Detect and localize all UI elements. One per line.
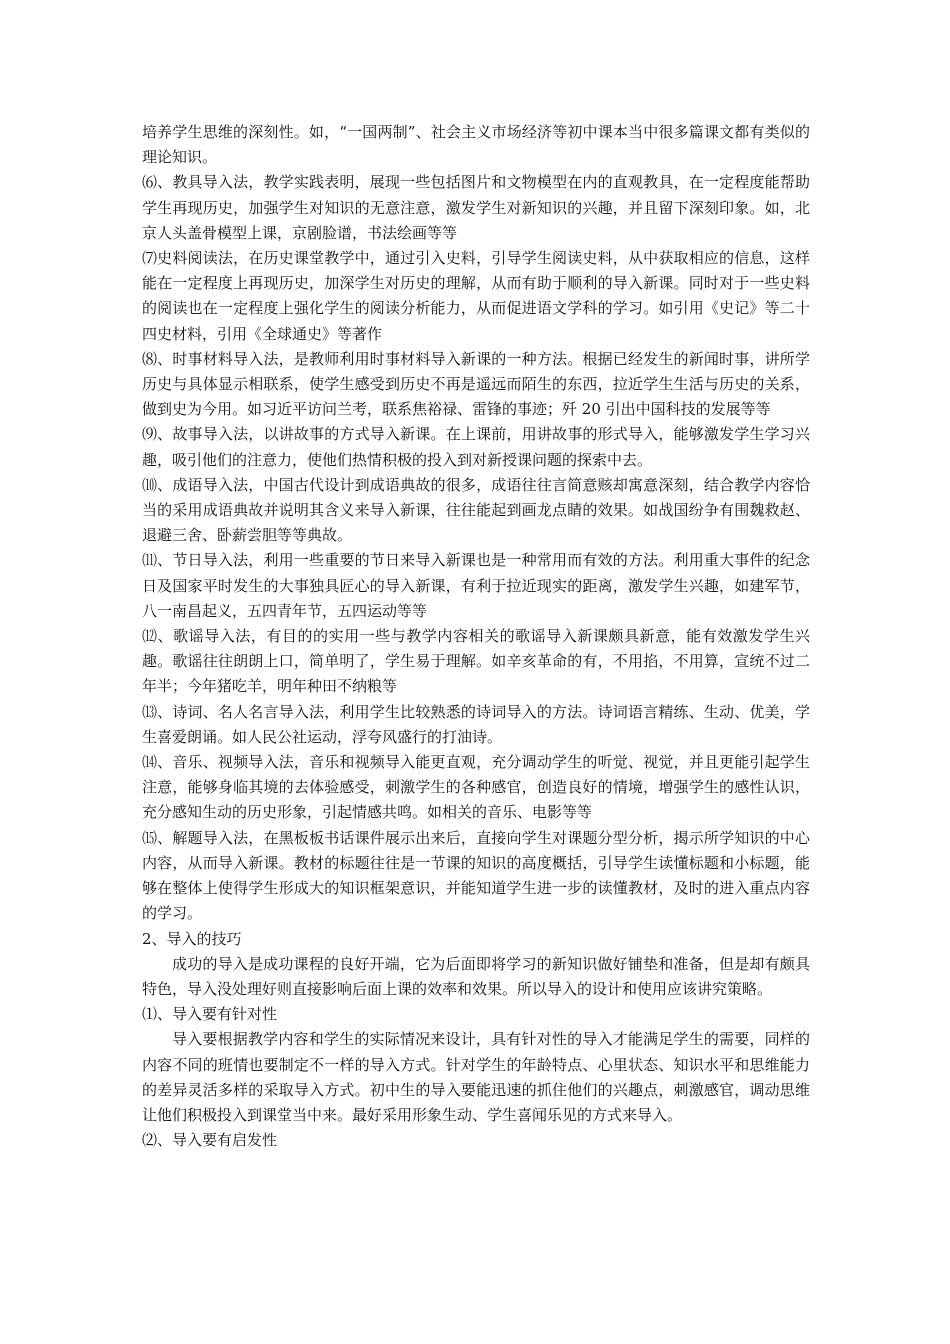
paragraph-poetry-method: ⒀、诗词、名人名言导入法，利用学生比较熟悉的诗词导入的方法。诗词语言精练、生动、优美，学生喜爱朗诵。如人民公社运动，浮夸风盛行的打油诗。 [142,702,810,746]
subheading-targeted: ⑴、导入要有针对性 [142,1005,278,1024]
paragraph-current-events-method: ⑻、时事材料导入法，是教师利用时事材料导入新课的一种方法。根据已经发生的新闻时事，讲所学历史与具体显示相联系，使学生感受到历史不再是遥远而陌生的东西，拉近学生生活与历史的关系，做到史为今用。如习近平访问兰考，联系焦裕禄、雷锋的事迹；歼 20 引出中国科技的发展等等 [142,349,810,419]
paragraph-targeted: 导入要根据教学内容和学生的实际情况来设计，具有针对性的导入才能满足学生的需要，同样的内容不同的班情也要制定不一样的导入方式。针对学生的年龄特点、心里状态、知识水平和思维能力的差异灵活多样的采取导入方式。初中生的导入要能迅速的抓住他们的兴趣点，刺激感官，调动思维让他们积极投入到课堂当中来。最好采用形象生动、学生喜闻乐见的方式来导入。 [142,1030,810,1124]
paragraph-ballad-method: ⑿、歌谣导入法，有目的的实用一些与教学内容相关的歌谣导入新课颇具新意，能有效激发学生兴趣。歌谣往往朗朗上口，简单明了，学生易于理解。如辛亥革命的有，不用掐，不用算，宣统不过二年半；今年猪吃羊，明年种田不纳粮等 [142,627,810,696]
document-body [142,120,810,1153]
paragraph-historical-reading-method: ⑺史料阅读法，在历史课堂教学中，通过引入史料，引导学生阅读史料，从中获取相应的信息，这样能在一定程度上再现历史，加深学生对历史的理解，从而有助于顺利的导入新课。同时对于一些史料的阅读也在一定程度上强化学生的阅读分析能力，从而促进语文学科的学习。如引用《史记》等二十四史材料，引用《全球通史》等著作 [142,249,810,343]
paragraph-music-video-method: ⒁、音乐、视频导入法，音乐和视频导入能更直观，充分调动学生的听觉、视觉，并且更能引起学生注意，能够身临其境的去体验感受，刺激学生的各种感官，创造良好的情境，增强学生的感性认识，充分感知生动的历史形象，引起情感共鸣。如相关的音乐、电影等等 [142,753,810,822]
paragraph-story-method: ⑼、故事导入法，以讲故事的方式导入新课。在上课前，用讲故事的形式导入，能够激发学生学习兴趣，吸引他们的注意力，使他们热情积极的投入到对新授课问题的探索中去。 [142,425,810,469]
paragraph-holiday-method: ⑾、节日导入法，利用一些重要的节日来导入新课也是一种常用而有效的方法。利用重大事件的纪念日及国家平时发生的大事独具匠心的导入新课，有利于拉近现实的距离，激发学生兴趣，如建军节，八一南昌起义，五四青年节，五四运动等等 [142,551,810,620]
paragraph-idiom-method: ⑽、成语导入法，中国古代设计到成语典故的很多，成语往往言简意赅却寓意深刻，结合教学内容恰当的采用成语典故并说明其含义来导入新课，往往能起到画龙点睛的效果。如战国纷争有围魏救赵、退避三舍、卧薪尝胆等等典故。 [142,475,810,545]
section-heading-techniques: 2、导入的技巧 [142,929,242,948]
paragraph-title-analysis-method: ⒂、解题导入法，在黑板板书话课件展示出来后，直接向学生对课题分型分析，揭示所学知识的中心内容，从而导入新课。教材的标题往往是一节课的知识的高度概括，引导学生读懂标题和小标题，能够在整体上使得学生形成大的知识框架意识，并能知道学生进一步的读懂教材，及时的进入重点内容的学习。 [142,828,810,923]
subheading-inspiring: ⑵、导入要有启发性 [142,1131,278,1150]
paragraph-techniques-intro: 成功的导入是成功课程的良好开端，它为后面即将学习的新知识做好铺垫和准备，但是却有颇具特色，导入没处理好则直接影响后面上课的效率和效果。所以导入的设计和使用应该讲究策略。 [142,954,810,998]
paragraph-teaching-aids-method: ⑹、教具导入法，教学实践表明，展现一些包括图片和文物模型在内的直观教具，在一定程度能帮助学生再现历史，加强学生对知识的无意注意，激发学生对新知识的兴趣，并且留下深刻印象。如，北京人头盖骨模型上课，京剧脸谱，书法绘画等等 [142,173,810,242]
paragraph-deep-thinking: 培养学生思维的深刻性。如，“一国两制”、社会主义市场经济等初中课本当中很多篇课文都有类似的理论知识。 [142,123,810,167]
